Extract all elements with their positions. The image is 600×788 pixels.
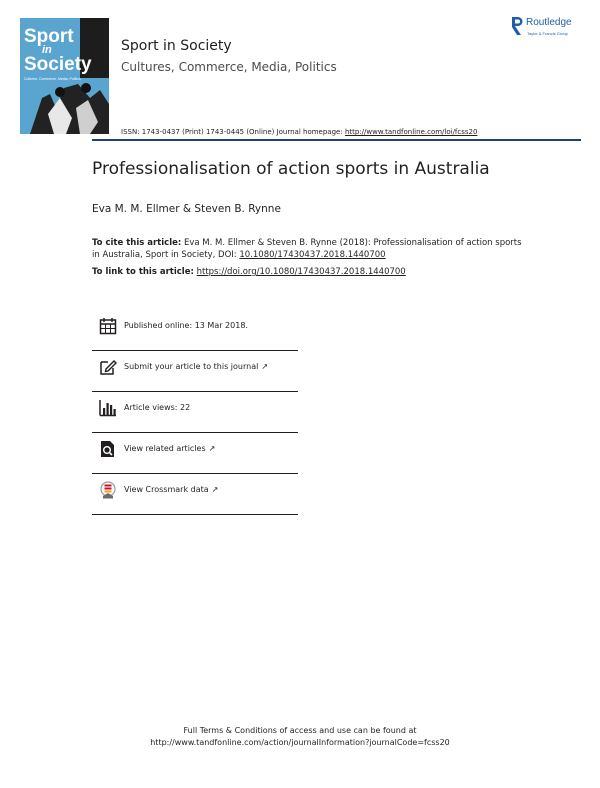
cover-title-word: Sport bbox=[24, 26, 74, 47]
cite-text: Eva M. M. Ellmer & Steven B. Rynne (2018): Professionalisation of action sports in Australia, Sport in Society, DOI: bbox=[92, 238, 522, 260]
article-link-line bbox=[92, 267, 406, 277]
edit-icon bbox=[99, 358, 117, 376]
journal-homepage-link[interactable]: http://www.tandfonline.com/loi/fcss20 bbox=[344, 128, 478, 136]
article-info-list bbox=[92, 310, 298, 515]
link-label: To link to this article: bbox=[92, 267, 194, 277]
cite-label: To cite this article: bbox=[92, 238, 182, 248]
document-search-icon bbox=[99, 440, 117, 458]
crossmark-label: View Crossmark data bbox=[124, 485, 209, 494]
published-online-item bbox=[92, 310, 298, 351]
footer-terms-link[interactable]: http://www.tandfonline.com/action/journalInformation?journalCode=fcss20 bbox=[150, 738, 450, 747]
crossmark-link[interactable] bbox=[124, 485, 218, 494]
related-articles-label: View related articles bbox=[124, 444, 206, 453]
journal-title: Sport in Society bbox=[121, 38, 232, 54]
crossmark-icon bbox=[99, 481, 117, 499]
cover-subtitle: Cultures, Commerce, Media, Politics bbox=[24, 77, 81, 81]
external-link-icon: ↗ bbox=[211, 485, 219, 494]
submit-article-label: Submit your article to this journal bbox=[124, 362, 259, 371]
issn-line bbox=[121, 128, 477, 136]
submit-article-link[interactable] bbox=[124, 362, 268, 371]
journal-cover-image bbox=[20, 18, 109, 134]
article-views-item bbox=[92, 392, 298, 433]
cover-title-word: Society bbox=[24, 54, 92, 75]
doi-link[interactable]: 10.1080/17430437.2018.1440700 bbox=[239, 250, 386, 260]
cover-title-word: in bbox=[42, 44, 52, 56]
article-title: Professionalisation of action sports in Australia bbox=[92, 159, 490, 179]
calendar-icon bbox=[99, 317, 117, 335]
journal-subtitle: Cultures, Commerce, Media, Politics bbox=[121, 60, 337, 74]
footer-terms-text: Full Terms & Conditions of access and use can be found at bbox=[183, 726, 417, 735]
issn-text: ISSN: 1743-0437 (Print) 1743-0445 (Online) Journal homepage: bbox=[121, 128, 345, 136]
publisher-tagline: Taylor & Francis Group bbox=[527, 31, 568, 36]
submit-article-item[interactable] bbox=[92, 351, 298, 392]
article-views-label: Article views: 22 bbox=[124, 403, 191, 412]
crossmark-item[interactable] bbox=[92, 474, 298, 515]
header-divider bbox=[92, 139, 581, 141]
related-articles-item[interactable] bbox=[92, 433, 298, 474]
external-link-icon: ↗ bbox=[208, 444, 216, 453]
routledge-r-logo-icon bbox=[511, 16, 523, 36]
article-authors: Eva M. M. Ellmer & Steven B. Rynne bbox=[92, 203, 281, 215]
article-url-link[interactable]: https://doi.org/10.1080/17430437.2018.1440700 bbox=[196, 267, 406, 277]
related-articles-link[interactable] bbox=[124, 444, 215, 453]
bar-chart-icon bbox=[99, 399, 117, 417]
published-online-label: Published online: 13 Mar 2018. bbox=[124, 321, 248, 330]
publisher-name: Routledge bbox=[526, 17, 572, 28]
citation-block bbox=[92, 237, 522, 261]
external-link-icon: ↗ bbox=[261, 362, 269, 371]
